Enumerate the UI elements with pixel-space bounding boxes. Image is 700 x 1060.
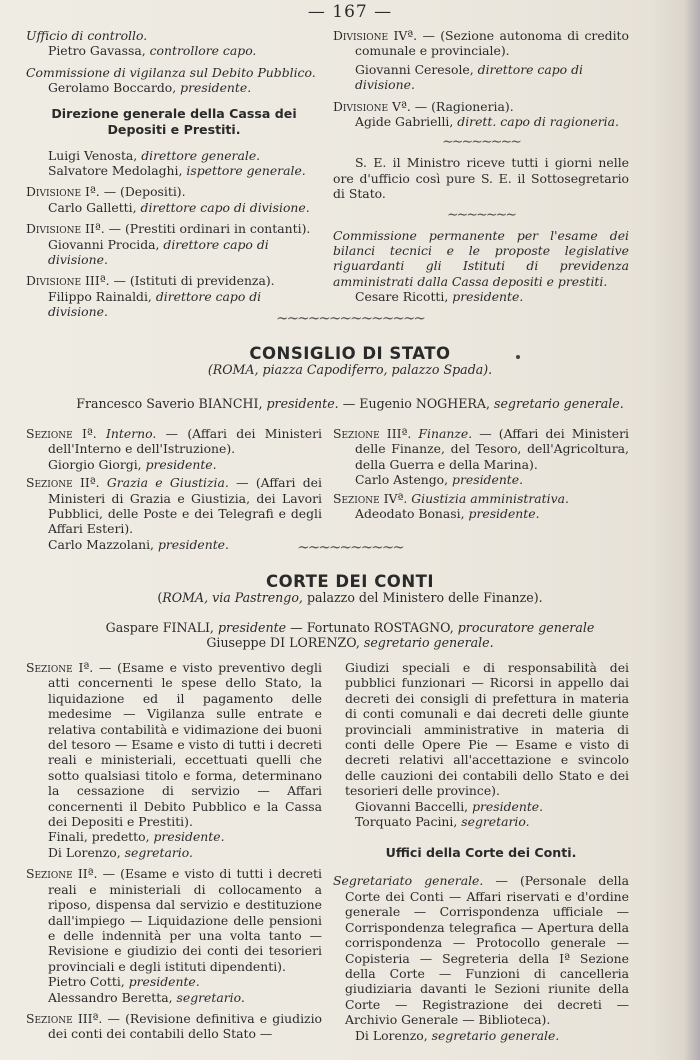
consiglio-left-column (26, 426, 322, 555)
person-title: direttore capo di divisione. (48, 236, 269, 268)
person-name: Adeodato Bonasi, (355, 506, 465, 522)
section-name: Interno. (106, 426, 157, 441)
person-name: Torquato Pacini, (355, 814, 458, 830)
ornament-divider: ∼∼∼∼∼∼∼∼ (442, 134, 520, 151)
person-name: Finali, predetto, (48, 829, 150, 845)
president-title: presidente (217, 620, 287, 635)
president-name: Francesco Saverio BIANCHI, (76, 396, 263, 411)
section-desc: Giudizi speciali e di responsabilità dei pubblici funzionari — Ricorsi in appello dai decreti dei consigli di prefettura in materia di conti comunali e dai decreti delle giunte provinciali amministrative in materia di conti delle Opere Pie — Esame e visto di decreti relativi all'accettazione e svincolo delle cauzioni dei contabili dello Stato e dei tesorieri delle province). (345, 660, 629, 799)
section-name: Giustizia amministrativa. (411, 490, 569, 506)
top-right-column (333, 28, 629, 305)
sezione-1 (26, 426, 322, 472)
corte-sezione-3-continued (333, 660, 629, 829)
person-title: presidente. (145, 456, 217, 472)
person-name: Pietro Cotti, (48, 974, 125, 990)
sezione-4 (333, 491, 629, 522)
president-title: presidente. (266, 396, 339, 411)
person-title: direttore generale. (141, 147, 261, 163)
person-title: segretario generale. (431, 1027, 560, 1043)
person-title: presidente. (180, 80, 252, 96)
division-label: Divisione Vª. (333, 98, 411, 114)
sezione-3 (333, 426, 629, 488)
ornament-divider: ∼∼∼∼∼∼∼ (446, 206, 516, 223)
page-number: — 167 — (307, 2, 393, 22)
uffici-heading: Uffici della Corte dei Conti. (385, 845, 577, 861)
person-line (26, 163, 322, 178)
division-label: Divisione Iª. (26, 184, 100, 200)
person-title: presidente. (128, 974, 200, 990)
section-name: Grazia e Giustizia. (106, 475, 229, 491)
divisione-1 (26, 184, 322, 215)
consiglio-title: CONSIGLIO DI STATO (249, 344, 451, 363)
person-title: dirett. capo di ragioneria. (457, 114, 619, 130)
role-label: Commissione di vigilanza sul Debito Pubblico. (26, 64, 316, 80)
person-title: segretario. (124, 844, 193, 860)
corte-sezione-1 (26, 660, 322, 860)
person-title: segretario. (461, 814, 530, 830)
section-label: Sezione IIIª. (26, 1010, 103, 1026)
divisione-2 (26, 221, 322, 267)
secretary-name: — Eugenio NOGHERA, (342, 396, 490, 411)
corte-sezione-2 (26, 866, 322, 1005)
person-name: Giovanni Baccelli, (355, 798, 469, 814)
corte-location: (ROMA, via Pastrengo, palazzo del Ministero delle Finanze). (157, 590, 543, 605)
ornament-divider: ∼∼∼∼∼∼∼∼∼∼∼∼∼∼ (276, 309, 424, 327)
division-label: Divisione IVª. (333, 28, 418, 43)
division-desc: — (Ragioneria). (414, 98, 514, 114)
person-title: direttore capo di divisione. (140, 199, 310, 215)
person-title: presidente. (472, 798, 544, 814)
person-name: Carlo Mazzolani, (48, 536, 154, 552)
corte-right-column (333, 660, 629, 1046)
division-label: Divisione IIIª. (26, 273, 110, 289)
consiglio-right-column (333, 426, 629, 524)
person-title: presidente. (157, 536, 229, 552)
person-title: presidente. (452, 289, 524, 305)
person-name: Carlo Galletti, (48, 199, 137, 215)
page-edge-shadow (684, 0, 700, 1060)
person-name: Cesare Ricotti, (355, 289, 449, 305)
section-desc: — (Affari dei Ministeri di Grazia e Giustizia, dei Lavori Pubblici, delle Poste e dei Telegrafi e degli Affari Esteri). (48, 475, 322, 537)
procurator-title: procuratore generale (457, 620, 595, 635)
section-label: Sezione Iª. (26, 426, 97, 441)
section-desc: — (Esame e visto preventivo degli atti concernenti le spese dello Stato, la liquidazione ed il pagamento delle medesime — Vigilanza sulle entrate e relativa contabilità e vidimazione dei buoni del tesoro — Esame e visto di tutti i decreti reali e ministeriali, eccettuati quelli che sotto qualsiasi titolo e forma, determinano la cessazione di servizio — Affari concernenti il Debito Pubblico e la Cassa dei Depositi e Prestiti). (48, 660, 322, 830)
person-line (26, 80, 322, 95)
person-name: Di Lorenzo, (355, 1027, 428, 1043)
person-title: segretario. (176, 989, 245, 1005)
person-title: direttore capo di divisione. (355, 61, 583, 93)
secretary-title: segretario generale. (494, 396, 624, 411)
person-name: Luigi Venosta, (48, 147, 138, 163)
secretary-name: Giuseppe DI LORENZO, (206, 635, 360, 650)
section-label: Sezione Iª. (26, 660, 94, 675)
person-title: controllore capo. (149, 43, 257, 59)
ufficio-controllo (26, 28, 322, 59)
person-title: direttore capo di divisione. (48, 288, 262, 320)
section-label: Sezione IIª. (26, 866, 98, 882)
president-name: Gaspare FINALI, (105, 620, 214, 635)
person-name: Giorgio Giorgi, (48, 456, 142, 472)
person-name: Di Lorenzo, (48, 844, 121, 860)
division-desc: — (Istituti di previdenza). (113, 273, 275, 289)
corte-left-column (26, 660, 322, 1045)
divisione-5 (333, 99, 629, 130)
person-title: ispettore generale. (186, 163, 306, 179)
person-name: Salvatore Medolaghi, (48, 163, 183, 179)
divisione-4 (333, 28, 629, 59)
person-name: Gerolamo Boccardo, (48, 80, 177, 96)
office-desc: — (Personale della Corte dei Conti — Affari riservati e d'ordine generale — Corrispondenza ufficiale — Corrispondenza telegrafica — Apertura della corrispondenza — Protocollo generale — Copisteria — Segreteria della Iª Sezione della Corte — Funzioni di cancelleria giudiziaria davanti le Sezioni riunite della Corte — Registrazione dei decreti — Archivio Generale — Biblioteca). (345, 873, 629, 1028)
section-label: Sezione IIª. (26, 475, 100, 491)
division-desc: — (Prestiti ordinari in contanti). (108, 221, 311, 237)
corte-city: ROMA, via Pastrengo, (162, 590, 303, 605)
person-name: Filippo Rainaldi, (48, 288, 152, 304)
corte-sezione-3 (26, 1011, 322, 1042)
division-label: Divisione IIª. (26, 221, 105, 237)
person-title: presidente. (468, 506, 540, 522)
person-line (333, 289, 629, 304)
segretariato-generale (333, 873, 629, 1042)
consiglio-officers (0, 396, 700, 411)
office-label: Segretariato generale. (333, 873, 484, 889)
person-name: Carlo Astengo, (355, 472, 449, 488)
ink-dot (516, 355, 520, 359)
commissione-vigilanza (26, 65, 322, 96)
top-left-column (26, 28, 322, 323)
person-title: presidente. (153, 829, 225, 845)
person-line (26, 43, 322, 58)
person-name: Pietro Gavassa, (48, 43, 146, 59)
section-label: Sezione IIIª. (333, 426, 412, 441)
cassa-heading: Direzione generale della Cassa dei Depositi e Prestiti. (51, 105, 297, 137)
section-desc: — (Esame e visto di tutti i decreti reali e ministeriali di collocamento a riposo, dispensa dal servizio e destituzione dall'impiego — Liquidazione delle pensioni e delle indennità per una volta tanto — Revisione e giudizio dei conti dei tesorieri provinciali e degli istituti dipendenti). (48, 866, 322, 974)
person-line (26, 148, 322, 163)
section-desc: — (Affari dei Ministeri delle Finanze, del Tesoro, dell'Agricoltura, della Guerra e della Marina). (355, 426, 629, 472)
ornament-divider: ∼∼∼∼∼∼∼∼∼∼ (297, 538, 403, 556)
person-title: presidente. (452, 472, 524, 488)
commission-title: Commissione permanente per l'esame dei bilanci tecnici e le proposte legislative riguardanti gli Istituti di previdenza amministrati dalla Cassa depositi e prestiti. (333, 227, 629, 289)
division-desc: — (Sezione autonoma di credito comunale e provinciale). (355, 28, 629, 59)
section-desc: — (Revisione definitiva e giudizio dei conti dei contabili dello Stato — (48, 1010, 322, 1042)
division-desc: — (Depositi). (103, 184, 186, 200)
officer-line-1 (0, 620, 700, 635)
procurator-name: — Fortunato ROSTAGNO, (290, 620, 454, 635)
corte-officers (0, 620, 700, 650)
person-name: Giovanni Ceresole, (355, 61, 474, 77)
role-label: Ufficio di controllo. (26, 28, 148, 43)
secretary-title: segretario generale. (363, 635, 494, 650)
corte-title: CORTE DEI CONTI (265, 572, 435, 591)
minister-notice: S. E. il Ministro riceve tutti i giorni nelle ore d'ufficio così pure S. E. il Sottosegretario di Stato. (333, 155, 629, 202)
person-name: Giovanni Procida, (48, 236, 160, 252)
section-name: Finanze. (418, 426, 473, 441)
section-desc: — (Affari dei Ministeri dell'Interno e dell'Istruzione). (48, 426, 322, 457)
person-name: Alessandro Beretta, (48, 989, 173, 1005)
officer-line-2 (0, 635, 700, 650)
section-label: Sezione IVª. (333, 490, 408, 506)
consiglio-location: (ROMA, piazza Capodiferro, palazzo Spada). (207, 362, 493, 377)
person-name: Agide Gabrielli, (355, 114, 454, 130)
person-line (333, 62, 629, 93)
